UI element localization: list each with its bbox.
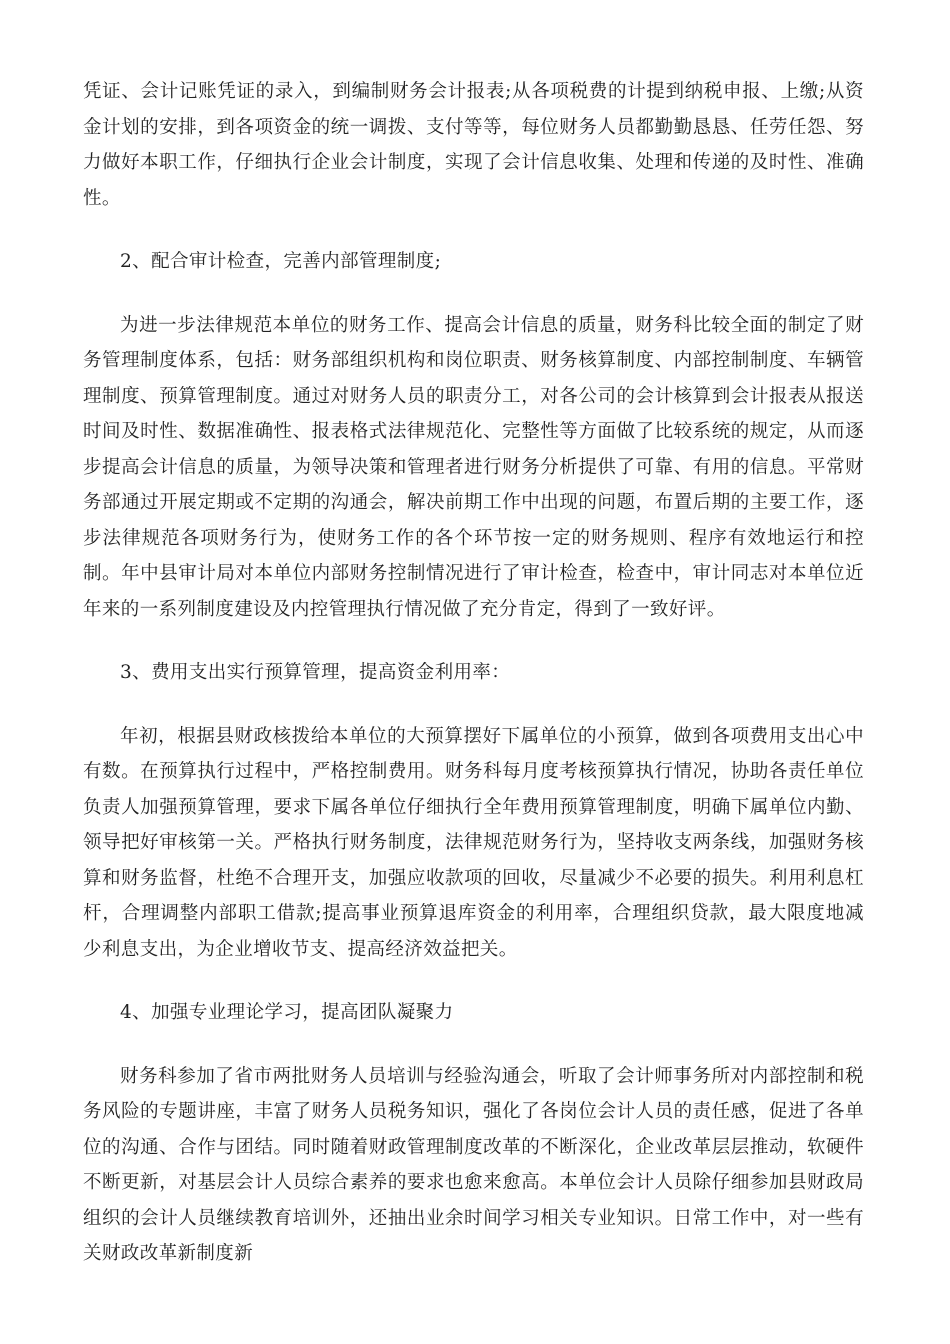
paragraph-budget: 年初，根据县财政核拨给本单位的大预算摆好下属单位的小预算，做到各项费用支出心中有数。在预算执行过程中，严格控制费用。财务科每月度考核预算执行情况，协助各责任单位负责人加强预算管理，要求下属各单位仔细执行全年费用预算管理制度，明确下属单位内勤、领导把好审核第一关。严格执行财务制度，法律规范财务行为，坚持收支两条线，加强财务核算和财务监督，杜绝不合理开支，加强应收款项的回收，尽量减少不必要的损失。利用利息杠杆，合理调整内部职工借款;提高事业预算退库资金的利用率，合理组织贷款，最大限度地减少利息支出，为企业增收节支、提高经济效益把关。 [83, 725, 864, 960]
section-heading-3: 3、费用支出实行预算管理，提高资金利用率： [120, 662, 511, 683]
paragraph-continuation: 凭证、会计记账凭证的录入，到编制财务会计报表;从各项税费的计提到纳税申报、上缴;从资金计划的安排，到各项资金的统一调拨、支付等等，每位财务人员都勤勤恳恳、任劳任怨、努力做好本职工作，仔细执行企业会计制度，实现了会计信息收集、处理和传递的及时性、准确性。 [83, 81, 864, 209]
section-heading-2: 2、配合审计检查，完善内部管理制度; [120, 251, 442, 272]
section-heading-4: 4、加强专业理论学习，提高团队凝聚力 [120, 1002, 454, 1023]
paragraph-audit: 为进一步法律规范本单位的财务工作、提高会计信息的质量，财务科比较全面的制定了财务管理制度体系，包括：财务部组织机构和岗位职责、财务核算制度、内部控制制度、车辆管理制度、预算管理制度。通过对财务人员的职责分工，对各公司的会计核算到会计报表从报送时间及时性、数据准确性、报表格式法律规范化、完整性等方面做了比较系统的规定，从而逐步提高会计信息的质量，为领导决策和管理者进行财务分析提供了可靠、有用的信息。平常财务部通过开展定期或不定期的沟通会，解决前期工作中出现的问题，布置后期的主要工作，逐步法律规范各项财务行为，使财务工作的各个环节按一定的财务规则、程序有效地运行和控制。年中县审计局对本单位内部财务控制情况进行了审计检查，检查中，审计同志对本单位近年来的一系列制度建设及内控管理执行情况做了充分肯定，得到了一致好评。 [83, 314, 864, 620]
paragraph-training: 财务科参加了省市两批财务人员培训与经验沟通会，听取了会计师事务所对内部控制和税务风险的专题讲座，丰富了财务人员税务知识，强化了各岗位会计人员的责任感，促进了各单位的沟通、合作与团结。同时随着财政管理制度改革的不断深化，企业改革层层推动，软硬件不断更新，对基层会计人员综合素养的要求也愈来愈高。本单位会计人员除仔细参加县财政局组织的会计人员继续教育培训外，还抽出业余时间学习相关专业知识。日常工作中，对一些有关财政改革新制度新 [83, 1065, 864, 1264]
